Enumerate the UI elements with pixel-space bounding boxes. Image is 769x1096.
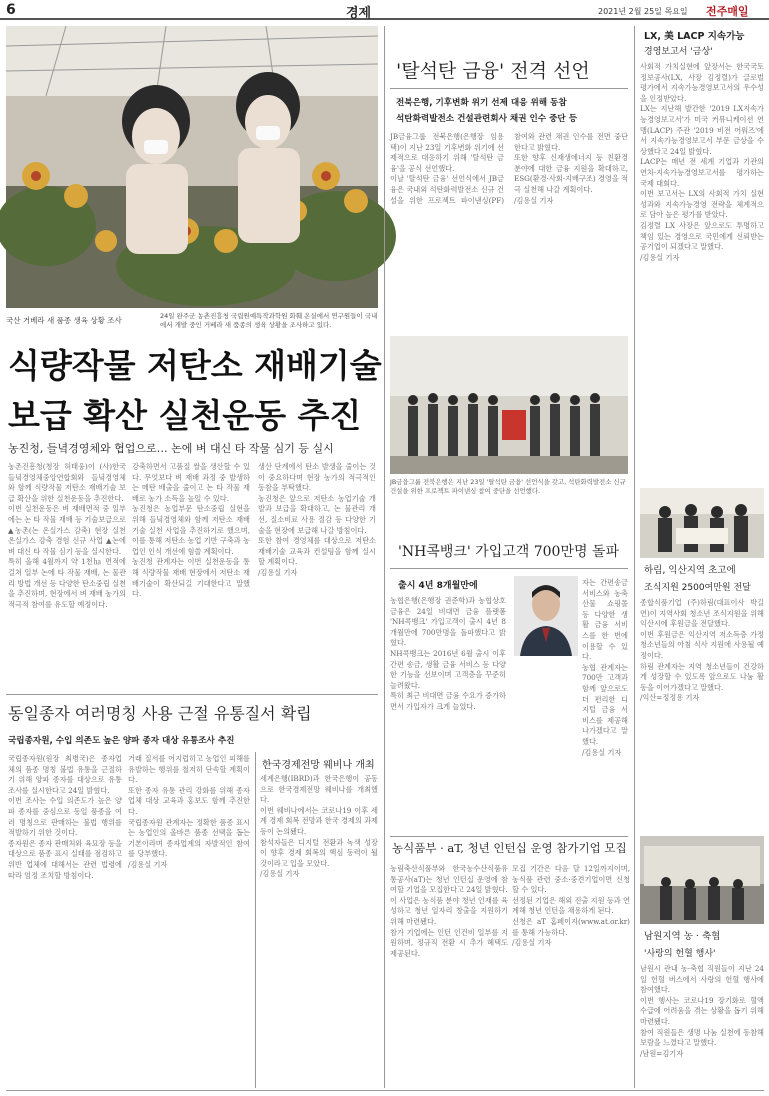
seed-body-col1: 국립종자원(원장 최병국)은 종자업체의 품종 명칭 불법 유통을 근절하기 위해 양파 종자를 대상으로 유통조사를 실시한다고 24일 밝혔다. 이번 조사는 수입 의존도가 높은 양파 종자를 중심으로 동일 품종을 여러 명칭으로 판매하는 불법 행위를 적발하기 위한 것이다. 종자원은 종자 판매처와 육묘장 등을 대상으로 품종 표시 실태를 점검하고 위반 업체에 대해서는 관련 법령에 따라 엄정 조치할 방침이다. <box>8 754 122 880</box>
lead-photo-caption-left: 국산 거베라 새 품종 생육 상황 조사 <box>6 316 122 325</box>
seed-divider <box>255 752 256 1088</box>
iksan-headline: 하림, 익산지역 초고에 <box>644 565 736 576</box>
namwon-headline: 남원지역 농 · 축협 <box>644 931 721 942</box>
lx-body: 사회적 가치실현에 앞장서는 한국국토정보공사(LX, 사장 김정렬)가 글로벌 평가에서 지속가능경영보고서의 우수성을 인정받았다. LX는 지난해 발간한 '2019 LX지속가능경영보고서'가 미국 커뮤니케이션 연맹(LACP) 주관 '2019 비전 어워즈'에서 지속가능경영보고서 부문 금상을 수상했다고 24일 밝혔다. LACP는 매년 전 세계 기업과 기관의 연차·지속가능경영보고서를 평가하는 국제 대회다. 이번 보고서는 LX의 사회적 가치 실현 성과와 지속가능경영 전략을 체계적으로 담아 높은 평가를 받았다. 김정렬 LX 사장은 앞으로도 투명하고 책임 있는 경영으로 국민에게 신뢰받는 공기업이 되겠다고 말했다. /김용실 기자 <box>640 62 764 262</box>
decarbon-photo-caption: JB금융그룹 전북은행은 지난 23일 '탈석탄 금융' 선언식을 갖고, 석탄화력발전소 신규 건설을 위한 프로젝트 파이낸싱 참여 중단을 선언했다. <box>390 478 626 495</box>
portrait-image <box>514 576 578 656</box>
namwon-body: 남원시 관내 농·축협 직원들이 지난 24일 헌혈 버스에서 사랑의 헌혈 행사에 참여했다. 이번 행사는 코로나19 장기화로 혈액 수급에 어려움을 겪는 상황을 돕기 위해 마련됐다. 참여 직원들은 생명 나눔 실천에 동참해 보람을 느꼈다고 말했다. /남원=김기자 <box>640 964 764 1058</box>
intern-headline: 농식품부 · aT, 청년 인턴십 운영 참가기업 모집 <box>392 841 627 855</box>
decarbon-headline: '탈석탄 금융' 전격 선언 <box>396 60 590 82</box>
issue-date: 2021년 2월 25일 목요일 <box>598 7 688 16</box>
seed-sub-body: 세계은행(IBRD)과 한국은행이 공동으로 한국경제전망 웨비나를 개최했다. 이번 웨비나에서는 코로나19 이후 세계 경제 회복 전망과 한국 경제의 과제 등이 논의됐다. 참석자들은 디지털 전환과 녹색 성장이 향후 경제 회복의 핵심 동력이 될 것이라고 입을 모았다. /김용실 기자 <box>260 774 378 879</box>
iksan-subheadline: 조식지원 2500여만원 전달 <box>644 583 751 593</box>
lead-body-col2: 강축하면서 고품질 쌀을 생산할 수 있다. 무엇보다 벼 재배 과정 중 발생하는 메탄 배출을 줄이고 논 타 작물 재배로 농가 소득을 높일 수 있다. 농진청은 농업부문 탄소중립 실현을 위해 들녘경영체와 함께 저탄소 재배기술 실천 사업을 추진하기로 했으며, 이를 통해 저탄소 농업 기반 구축과 농업인 인식 개선에 힘쓸 계획이다. 농진청 관계자는 이번 실천운동을 통해 식량작물 재배 현장에서 저탄소 재배기술이 확산되길 기대한다고 말했다. <box>132 462 250 599</box>
lead-subheadline: 농진청, 들녘경영체와 협업으로… 논에 벼 대신 타 작물 심기 등 실시 <box>8 442 334 455</box>
lead-photo <box>6 26 378 308</box>
seed-body-col2: 거래 질서를 어지럽히고 농업인 피해를 유발하는 행위를 철저히 단속할 계획이다. 또한 종자 유통 관리 강화를 위해 종자업체 대상 교육과 홍보도 함께 추진한다. 국립종자원 관계자는 정확한 품종 표시는 농업인의 올바른 품종 선택을 돕는 기본이라며 종자업계의 자발적인 참여를 당부했다. /김용실 기자 <box>128 754 250 869</box>
seed-sub-headline: 한국경제전망 웨비나 개최 <box>262 760 375 771</box>
right-column-divider <box>634 26 635 1088</box>
nh-body-right: 자는 간편송금 서비스와 농축산물 쇼핑몰 등 다양한 생활 금융 서비스를 한 번에 이용할 수 있다. 농협 관계자는 700만 고객과 함께 앞으로도 더 편리한 디지털 금융 서비스를 제공해 나가겠다고 말했다. /김용실 기자 <box>582 578 628 757</box>
iksan-body: 종합식품기업 (주)하림(대표이사 박길연)이 지역사회 청소년 조식지원을 위해 익산시에 후원금을 전달했다. 이번 후원금은 익산지역 저소득층 가정 청소년들의 아침 식사 지원에 사용될 예정이다. 하림 관계자는 지역 청소년들이 건강하게 성장할 수 있도록 앞으로도 나눔 활동을 이어가겠다고 말했다. /익산=정정용 기자 <box>640 598 764 703</box>
seed-subheadline: 국립종자원, 수입 의존도 높은 양파 종자 대상 유통조사 추진 <box>8 736 235 746</box>
page-bottom-rule <box>6 1090 764 1091</box>
nh-portrait <box>514 576 578 656</box>
lead-headline-line2: 보급 확산 실천운동 추진 <box>8 396 362 435</box>
decarbon-body: JB금융그룹 전북은행(은행장 임용택)이 지난 23일 기후변화 위기에 선제적으로 대응하기 위해 '탈석탄 금융'을 공식 선언했다. 이날 '탈석탄 금융' 선언식에서 JB금융은 국내외 석탄화력발전소 신규 건설을 위한 프로젝트 파이낸싱(PF) 참여와 관련 채권 인수를 전면 중단한다고 밝혔다. 또한 향후 신재생에너지 등 친환경 분야에 대한 금융 지원을 확대하고, ESG(환경·사회·지배구조) 경영을 적극 실천해 나갈 계획이다. /김용실 기자 <box>390 132 628 205</box>
namwon-photo <box>640 836 764 924</box>
decarbon-sub2: 석탄화력발전소 건설관련회사 채권 인수 중단 등 <box>396 114 577 124</box>
lead-body-col3: 생산 단계에서 탄소 발생을 줄이는 것이 중요하다며 현장 농가의 적극적인 동참을 부탁했다. 농진청은 앞으로 저탄소 농업기술 개발과 보급을 확대하고, 논 물관리 개선, 질소비료 사용 절감 등 다양한 기술을 현장에 보급해 나갈 방침이다. 또한 참여 경영체를 대상으로 저탄소 재배기술 교육과 컨설팅을 함께 실시할 계획이다. /김용실 기자 <box>258 462 376 577</box>
nh-headline-rule <box>390 568 628 569</box>
seed-top-rule <box>6 694 378 695</box>
lead-body-col1: 농촌진흥청(청장 허태웅)이 (사)한국들녘경영체중앙연합회와 들녘경영체와 함께 식량작물 저탄소 재배기술 보급 확산을 위한 실천운동을 추진한다. 이번 실천운동은 벼 재배면적 중 일부에는 논 타 작물 재배 등 기술보급으로 ▲농촌(논 온실가스 감축) 현장 실천 온실가스 감축 경험 신규 사업 ▲논에 벼 대신 타 작물 심기 등을 실시한다. 특히 올해 4월까지 약 1천㏊ 면적에 걸쳐 일부 논에 타 작물 재배, 논 물관리 방법 개선 등 다양한 탄소중립 실천을 추진하며, 현장에서 벼 재배 농가의 적극적 참여를 유도할 예정이다. <box>8 462 126 609</box>
blood-drive-photo-image <box>640 836 764 924</box>
lead-headline-line1: 식량작물 저탄소 재배기술 <box>8 346 382 385</box>
donation-photo-image <box>640 488 764 558</box>
section-title: 경제 <box>346 6 372 21</box>
paper-name: 전주매일 <box>706 5 749 18</box>
page-number: 6 <box>6 2 16 18</box>
ceremony-photo-image <box>390 336 628 474</box>
decarbon-headline-rule <box>390 88 628 89</box>
intern-top-rule <box>390 836 628 837</box>
intern-body-col1: 농림축산식품부와 한국농수산식품유통공사(aT)는 청년 인턴십 운영에 참여할 기업을 모집한다고 24일 밝혔다. 이 사업은 농식품 분야 청년 인재를 육성하고 청년 일자리 창출을 지원하기 위해 마련됐다. 참가 기업에는 인턴 인건비 일부를 지원하며, 정규직 전환 시 추가 혜택도 제공된다. <box>390 864 508 958</box>
greenhouse-photo-image <box>6 26 378 308</box>
nh-body-left: 농협은행(은행장 권준학)과 농협상호금융은 24일 비대면 금융 플랫폼 'NH콕뱅크' 가입고객이 출시 4년 8개월만에 700만명을 돌파했다고 밝혔다. NH콕뱅크는 2016년 6월 출시 이후 간편 송금, 생활 금융 서비스 등 다양한 기능을 선보이며 고객층을 꾸준히 늘려왔다. 특히 최근 비대면 금융 수요가 증가하면서 가입자가 크게 늘었다. <box>390 596 506 711</box>
seed-headline: 동일종자 여러명칭 사용 근절 유통질서 확립 <box>8 704 312 723</box>
lx-headline: LX, 美 LACP 지속가능 <box>644 31 745 42</box>
lead-photo-caption-right: 24일 완주군 농촌진흥청 국립원예특작과학원 화훼 온실에서 연구원들이 국내에서 개발 중인 거베라 새 품종의 생육 상황을 조사하고 있다. <box>160 312 378 329</box>
decarbon-sub1: 전북은행, 기후변화 위기 선제 대응 위해 동참 <box>396 98 567 108</box>
decarbon-photo <box>390 336 628 474</box>
nh-subheadline: 출시 4년 8개월만에 <box>398 581 478 591</box>
nh-headline: 'NH콕뱅크' 가입고객 700만명 돌파 <box>398 544 619 560</box>
lx-subheadline: 경영보고서 '금상' <box>644 47 713 57</box>
intern-body-col2: 모집 기간은 다음 달 12일까지이며, 농식품 관련 중소·중견기업이면 신청할 수 있다. 선정된 기업은 해외 진출 지원 등과 연계해 청년 인턴을 채용하게 된다. 신청은 aT 홈페이지(www.at.or.kr)를 통해 가능하다. /김용실 기자 <box>512 864 630 948</box>
namwon-subheadline: '사랑의 헌혈 행사' <box>644 949 716 959</box>
iksan-photo <box>640 488 764 558</box>
column-divider <box>384 26 385 1088</box>
